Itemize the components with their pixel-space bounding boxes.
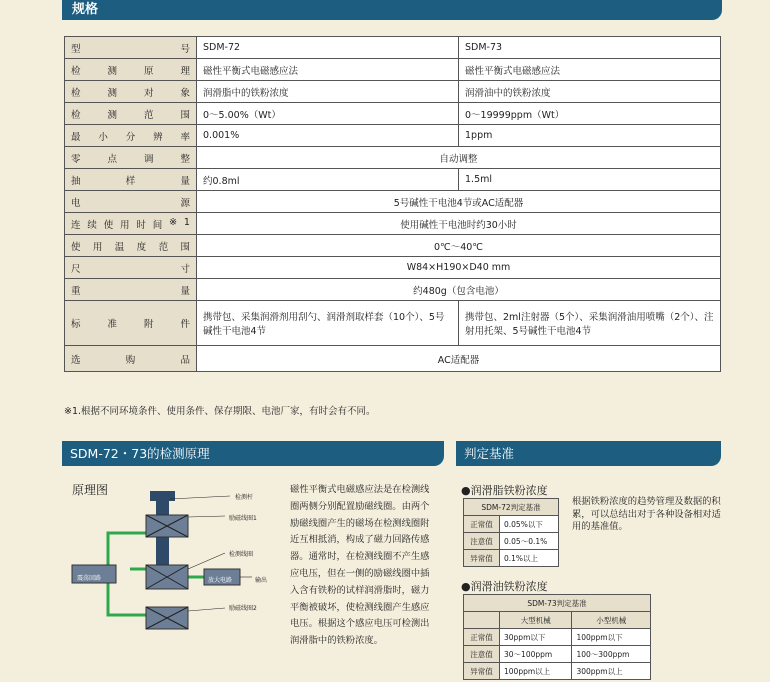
spec-label: 抽 样 量 xyxy=(65,169,197,191)
judge-note: 根据铁粉浓度的趋势管理及数据的积累，可以总结出对于各种设备相对适用的基准值。 xyxy=(572,496,721,532)
diagram-title: 原理图 xyxy=(72,483,109,497)
grease-title: ●润滑脂铁粉浓度 xyxy=(461,484,548,497)
spec-value-b: SDM-73 xyxy=(459,37,721,59)
col-header: 大型机械 xyxy=(500,612,572,629)
sdm73-table xyxy=(463,594,651,680)
row-label: 异常值 xyxy=(464,550,500,567)
spec-value: AC适配器 xyxy=(197,346,721,372)
row-label: 注意值 xyxy=(464,533,500,550)
spec-label: 选 购 品 xyxy=(65,346,197,372)
spec-label: 检 测 对 象 xyxy=(65,81,197,103)
oil-title: ●润滑油铁粉浓度 xyxy=(461,580,548,593)
spec-value-a: 约0.8ml xyxy=(197,169,459,191)
spec-label: 检 测 原 理 xyxy=(65,59,197,81)
row-label: 正常值 xyxy=(464,629,500,646)
label-out: 输出 xyxy=(255,577,268,584)
col-header: 小型机械 xyxy=(572,612,651,629)
spec-value: 约480g（包含电池） xyxy=(197,279,721,301)
spec-row xyxy=(65,213,721,235)
row-value: 100ppm以下 xyxy=(572,629,651,646)
spec-value: 0℃～40℃ xyxy=(197,235,721,257)
sdm72-header: SDM-72判定基准 xyxy=(464,499,559,516)
row-value: 0.05～0.1% xyxy=(500,533,559,550)
row-value: 30ppm以下 xyxy=(500,629,572,646)
spec-label: 使 用 温 度 范 围 xyxy=(65,235,197,257)
spec-value-b: 1.5ml xyxy=(459,169,721,191)
principle-title: SDM-72・73的检测原理 xyxy=(62,441,444,466)
row-label: 正常值 xyxy=(464,516,500,533)
spec-label: 检 测 范 围 xyxy=(65,103,197,125)
spec-label: 型 号 xyxy=(65,37,197,59)
spec-label: 标 准 附 件 xyxy=(65,301,197,346)
spec-value-b: 携带包、2ml注射器（5个）、采集润滑油用喷嘴（2个）、注射用托架、5号碱性干电池4节 xyxy=(459,301,721,346)
spec-value-b: 0～19999ppm（Wt） xyxy=(459,103,721,125)
spec-value-a: 润滑脂中的铁粉浓度 xyxy=(197,81,459,103)
spec-table xyxy=(64,36,721,372)
label-osc: 震荡回路 xyxy=(77,575,102,582)
row-label: 注意值 xyxy=(464,646,500,663)
spec-value-a: 0.001% xyxy=(197,125,459,147)
spec-value-a: SDM-72 xyxy=(197,37,459,59)
spec-label: 最 小 分 辨 率 xyxy=(65,125,197,147)
spec-row xyxy=(65,59,721,81)
spec-row xyxy=(65,81,721,103)
judge-title: 判定基准 xyxy=(456,441,721,466)
spec-value-a: 0～5.00%（Wt） xyxy=(197,103,459,125)
spec-value-b: 1ppm xyxy=(459,125,721,147)
principle-text: 磁性平衡式电磁感应法是在检测线圈两侧分别配置励磁线圈。由两个励磁线圈产生的磁场在检测线圈附近互相抵消，构成了磁力回路传感器。通常时，在检测线圈不产生感应电压，但在一侧的励磁线圈中插入含有铁粉的试样润滑脂时，磁力平衡被破坏，使检测线圈产生感应电压。根据这个感应电压可检测出润滑脂中的铁粉浓度。 xyxy=(290,484,430,647)
spec-row xyxy=(65,125,721,147)
spec-value: W84×H190×D40 mm xyxy=(197,257,721,279)
label-detect: 检测线圈 xyxy=(229,551,254,558)
spec-row xyxy=(65,103,721,125)
label-coil1: 励磁线圈1 xyxy=(229,515,257,522)
row-value: 300ppm以上 xyxy=(572,663,651,680)
row-label: 异常值 xyxy=(464,663,500,680)
spec-row xyxy=(65,257,721,279)
spec-row xyxy=(65,191,721,213)
row-value: 30～100ppm xyxy=(500,646,572,663)
spec-row xyxy=(65,235,721,257)
row-value: 100ppm以上 xyxy=(500,663,572,680)
spec-label: 尺 寸 xyxy=(65,257,197,279)
label-rod: 检测杆 xyxy=(235,494,254,501)
row-value: 100～300ppm xyxy=(572,646,651,663)
spec-label: 电 源 xyxy=(65,191,197,213)
row-value: 0.05%以下 xyxy=(500,516,559,533)
spec-row xyxy=(65,147,721,169)
spec-row xyxy=(65,301,721,346)
footnote: ※1.根据不同环境条件、使用条件、保存期限、电池厂家，有时会有不同。 xyxy=(64,406,376,417)
spec-row xyxy=(65,169,721,191)
spec-value-a: 携带包、采集润滑剂用刮勺、润滑剂取样套（10个）、5号碱性干电池4节 xyxy=(197,301,459,346)
label-coil2: 励磁线圈2 xyxy=(229,605,257,612)
spec-value-b: 磁性平衡式电磁感应法 xyxy=(459,59,721,81)
label-amp: 放大电路 xyxy=(208,577,233,584)
spec-row xyxy=(65,279,721,301)
spec-row xyxy=(65,346,721,372)
spec-label: 重 量 xyxy=(65,279,197,301)
spec-value-b: 润滑油中的铁粉浓度 xyxy=(459,81,721,103)
spec-label: 连 续 使 用 时 间 ※ 1 xyxy=(65,213,197,235)
rod-top xyxy=(150,491,175,501)
spec-value: 使用碱性干电池时约30小时 xyxy=(197,213,721,235)
spec-value: 自动调整 xyxy=(197,147,721,169)
spec-value-a: 磁性平衡式电磁感应法 xyxy=(197,59,459,81)
spec-row xyxy=(65,37,721,59)
sdm72-table xyxy=(463,498,559,567)
spec-label: 零 点 调 整 xyxy=(65,147,197,169)
sdm73-header: SDM-73判定基准 xyxy=(464,595,651,612)
spec-value: 5号碱性干电池4节或AC适配器 xyxy=(197,191,721,213)
spec-header: 规格 xyxy=(62,0,722,20)
row-value: 0.1%以上 xyxy=(500,550,559,567)
